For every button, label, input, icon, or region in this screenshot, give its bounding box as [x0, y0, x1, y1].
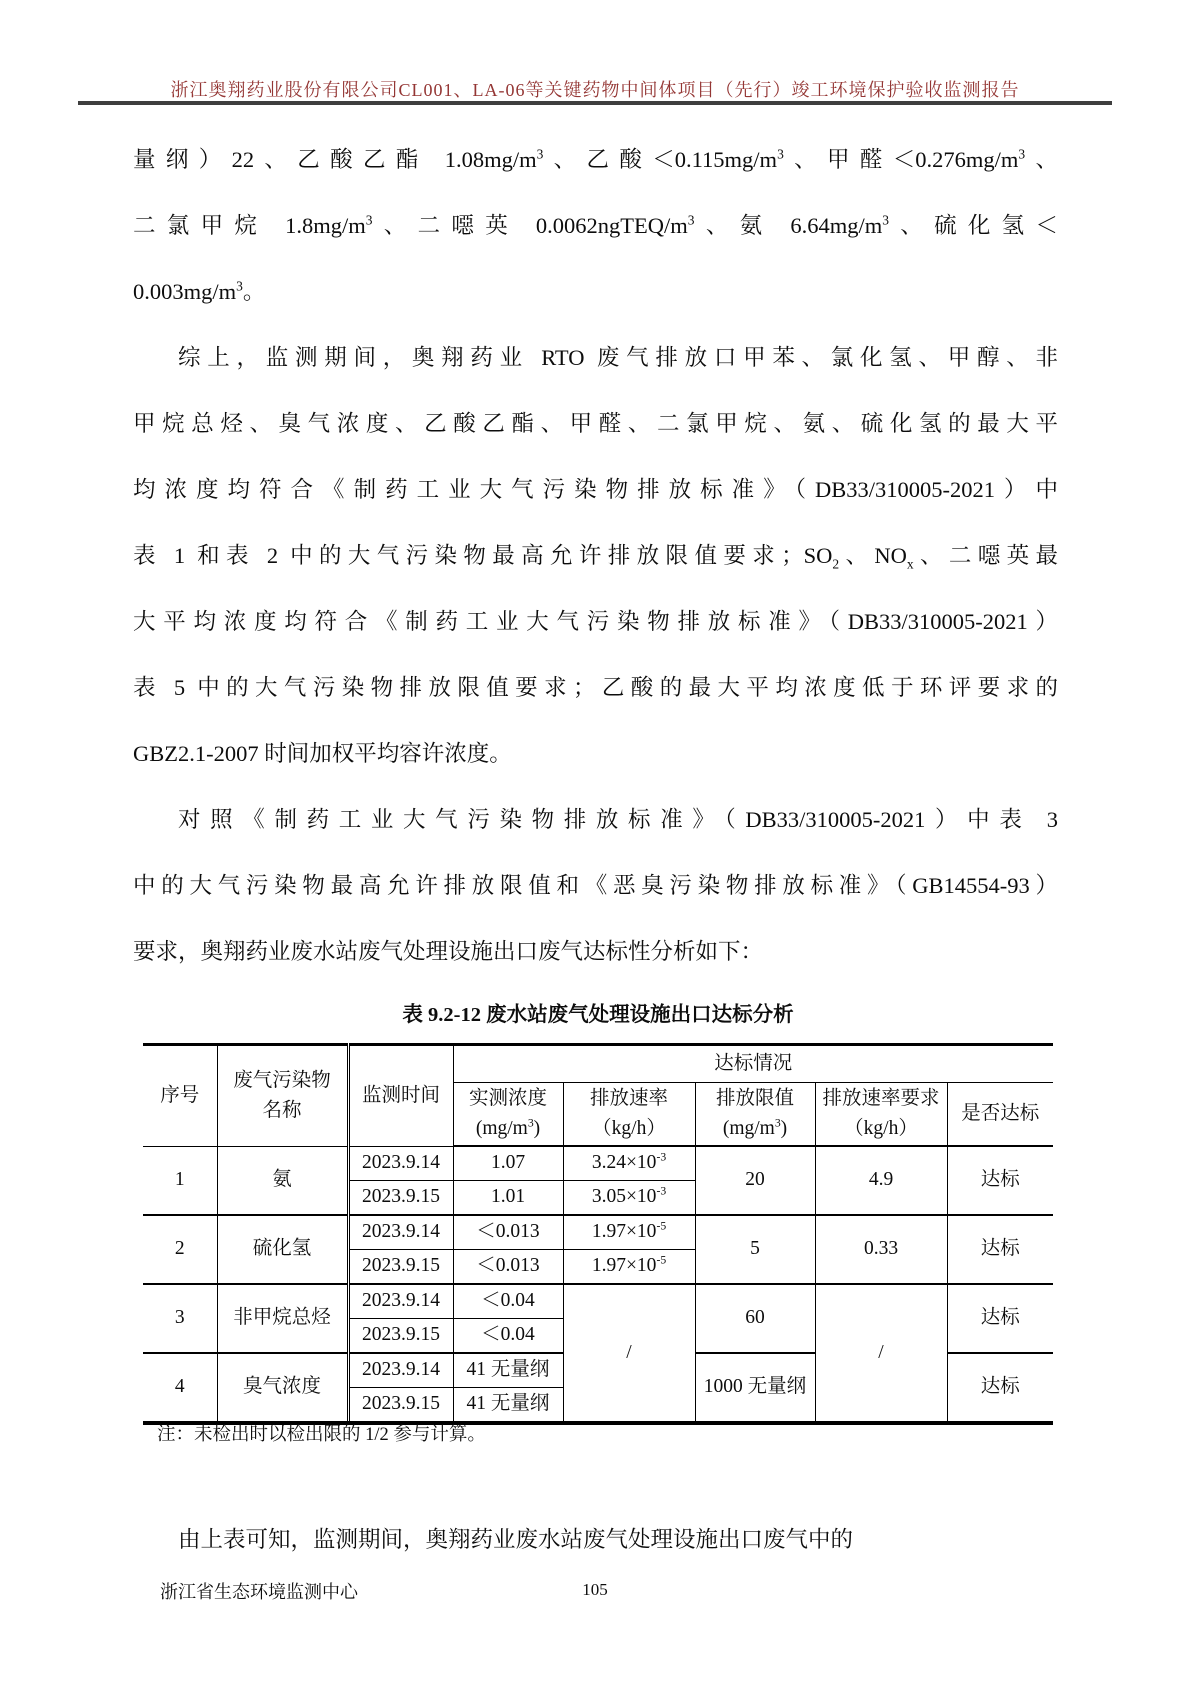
cell-limit: 5	[695, 1215, 815, 1284]
cell-time: 2023.9.15	[348, 1181, 453, 1216]
compliance-table	[143, 1043, 1053, 1425]
table-row	[143, 1215, 1053, 1250]
cell-meet: 达标	[947, 1284, 1053, 1353]
cell-limit: 1000 无量纲	[695, 1353, 815, 1423]
col-header-meet: 是否达标	[947, 1083, 1053, 1147]
col-header-measured: 实测浓度 $(mg/m^3)$	[453, 1083, 563, 1147]
cell-time: 2023.9.14	[348, 1146, 453, 1181]
col-header-pollutant: 废气污染物 名称	[217, 1045, 348, 1147]
table-row	[143, 1146, 1053, 1181]
col-header-seq: 序号	[143, 1045, 217, 1147]
paragraph-line: 二氯甲烷 $1.8mg/m^3$、二噁英 $0.0062ngTEQ/m^3$、氨 $6.64mg/m^3$、硫化氢＜	[133, 212, 1058, 238]
cell-time: 2023.9.14	[348, 1215, 453, 1250]
cell-rate-req: 0.33	[815, 1215, 947, 1284]
cell-rate: $1.97\times 10^{-5}$	[563, 1215, 695, 1250]
paragraph-line: 综上，监测期间，奥翔药业 RTO 废气排放口甲苯、氯化氢、甲醇、非	[178, 345, 1058, 370]
cell-pollutant: 臭气浓度	[217, 1353, 348, 1423]
cell-rate: $1.97\times 10^{-5}$	[563, 1250, 695, 1285]
page-number: 105	[582, 1580, 608, 1599]
cell-time: 2023.9.14	[348, 1284, 453, 1319]
cell-rate-req: 4.9	[815, 1146, 947, 1215]
paragraph-line: 甲烷总烃、臭气浓度、乙酸乙酯、甲醛、二氯甲烷、氨、硫化氢的最大平	[133, 411, 1058, 436]
cell-time: 2023.9.14	[348, 1353, 453, 1388]
paragraph-line: 由上表可知，监测期间，奥翔药业废水站废气处理设施出口废气中的	[178, 1527, 854, 1552]
paragraph-line: 均浓度均符合《制药工业大气污染物排放标准》（DB33/310005-2021）中	[133, 477, 1058, 502]
cell-measured: 1.07	[453, 1146, 563, 1181]
cell-measured: ＜0.04	[453, 1319, 563, 1354]
cell-pollutant: 硫化氢	[217, 1215, 348, 1284]
body-text-after-table	[133, 1507, 1058, 1573]
running-header-title: 浙江奥翔药业股份有限公司CL001、LA-06等关键药物中间体项目（先行）竣工环境保护验收监测报告	[170, 80, 1020, 100]
cell-measured: ＜0.013	[453, 1215, 563, 1250]
paragraph-line: 表 5 中的大气污染物排放限值要求；乙酸的最大平均浓度低于环评要求的	[133, 675, 1058, 700]
col-header-rate: 排放速率 （kg/h）	[563, 1083, 695, 1147]
cell-rate-merged: /	[563, 1284, 695, 1423]
col-header-time: 监测时间	[348, 1045, 453, 1147]
body-text	[133, 127, 1058, 985]
table-row	[143, 1284, 1053, 1319]
cell-rate: $3.05\times 10^{-3}$	[563, 1181, 695, 1216]
cell-pollutant: 氨	[217, 1146, 348, 1215]
paragraph-line: 表 1 和表 2 中的大气污染物最高允许排放限值要求；$SO_2$、$NO_x$、二噁英最	[133, 543, 1058, 572]
cell-rate: $3.24\times 10^{-3}$	[563, 1146, 695, 1181]
footer-organization: 浙江省生态环境监测中心	[160, 1582, 358, 1602]
cell-seq: 4	[143, 1353, 217, 1423]
paragraph-line: 大平均浓度均符合《制药工业大气污染物排放标准》（DB33/310005-2021）	[133, 609, 1058, 634]
cell-meet: 达标	[947, 1215, 1053, 1284]
cell-limit: 60	[695, 1284, 815, 1353]
paragraph-line: 对照《制药工业大气污染物排放标准》（DB33/310005-2021）中表 3	[178, 807, 1058, 832]
cell-time: 2023.9.15	[348, 1250, 453, 1285]
cell-rate-req-merged: /	[815, 1284, 947, 1423]
cell-seq: 3	[143, 1284, 217, 1353]
col-header-limit: 排放限值 $(mg/m^3)$	[695, 1083, 815, 1147]
cell-seq: 1	[143, 1146, 217, 1215]
paragraph-line: GBZ2.1-2007 时间加权平均容许浓度。	[133, 741, 512, 766]
cell-limit: 20	[695, 1146, 815, 1215]
table-note: 注：未检出时以检出限的 1/2 参与计算。	[157, 1425, 486, 1445]
cell-measured: ＜0.04	[453, 1284, 563, 1319]
cell-time: 2023.9.15	[348, 1319, 453, 1354]
col-header-compliance: 达标情况	[453, 1045, 1053, 1083]
table-caption: 表 9.2-12 废水站废气处理设施出口达标分析	[402, 1004, 794, 1026]
cell-meet: 达标	[947, 1146, 1053, 1215]
cell-measured: 1.01	[453, 1181, 563, 1216]
cell-seq: 2	[143, 1215, 217, 1284]
cell-measured: 41 无量纲	[453, 1388, 563, 1424]
cell-time: 2023.9.15	[348, 1388, 453, 1424]
cell-meet: 达标	[947, 1353, 1053, 1423]
col-header-rate-req: 排放速率要求（kg/h）	[815, 1083, 947, 1147]
cell-measured: ＜0.013	[453, 1250, 563, 1285]
cell-measured: 41 无量纲	[453, 1353, 563, 1388]
header-rule	[78, 101, 1112, 105]
paragraph-line: 中的大气污染物最高允许排放限值和《恶臭污染物排放标准》（GB14554-93）	[133, 873, 1058, 898]
paragraph-line: 要求，奥翔药业废水站废气处理设施出口废气达标性分析如下：	[133, 939, 764, 964]
paragraph-line: $0.003mg/m^3$。	[133, 278, 266, 304]
cell-pollutant: 非甲烷总烃	[217, 1284, 348, 1353]
paragraph-line: 量纲）22、乙酸乙酯 $1.08mg/m^3$、乙酸$<0.115mg/m^3$、甲醛$<0.276mg/m^3$、	[133, 146, 1058, 172]
